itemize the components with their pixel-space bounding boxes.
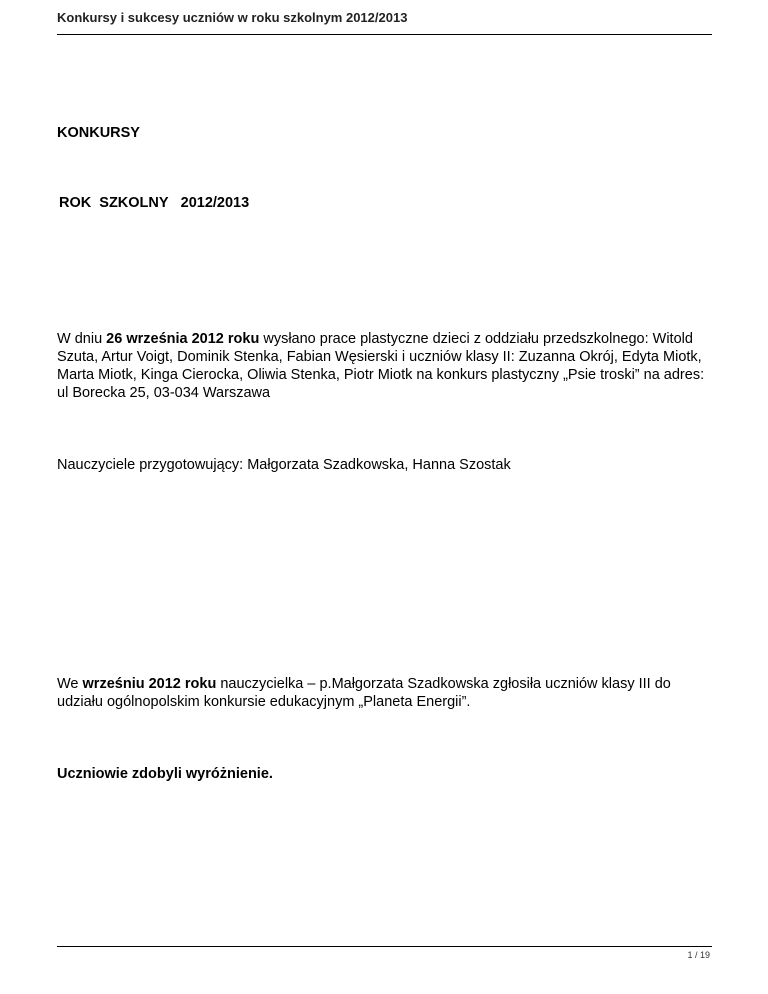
paragraph-award: Uczniowie zdobyli wyróżnienie. — [57, 766, 273, 782]
paragraph-date-bold: wrześniu 2012 roku — [82, 676, 217, 692]
paragraph-body: wysłano prace plastyczne dzieci z oddziału przedszkolnego: Witold Szuta, Artur Voigt, Dominik Stenka, Fabian Węsierski i uczniów klasy II: Zuzanna Okrój, Edyta Miotk, Marta Miotk, Kinga Cierocka, Oliwia Stenka, Piotr Miotk na konkurs plastyczny „Psie troski” na adres: ul Borecka 25, 03-034 Warszawa — [57, 331, 705, 401]
heading-school-year: ROK SZKOLNY 2012/2013 — [59, 195, 250, 211]
paragraph-prefix: We — [57, 676, 83, 692]
heading-konkursy: KONKURSY — [57, 125, 140, 141]
footer-divider — [57, 946, 712, 947]
paragraph-energy-contest — [57, 675, 717, 711]
paragraph-body: nauczycielka – p.Małgorzata Szadkowska zgłosiła uczniów klasy III do udziału ogólnopolskim konkursie edukacyjnym „Planeta Energii”. — [57, 676, 671, 710]
paragraph-prefix: W dniu — [57, 331, 107, 347]
page-header-title: Konkursy i sukcesy uczniów w roku szkolnym 2012/2013 — [57, 10, 408, 25]
header-divider — [57, 34, 712, 35]
paragraph-teachers: Nauczyciele przygotowujący: Małgorzata Szadkowska, Hanna Szostak — [57, 457, 511, 473]
paragraph-art-contest — [57, 330, 717, 402]
paragraph-date-bold: 26 września 2012 roku — [106, 331, 260, 347]
page-number: 1 / 19 — [687, 950, 710, 960]
